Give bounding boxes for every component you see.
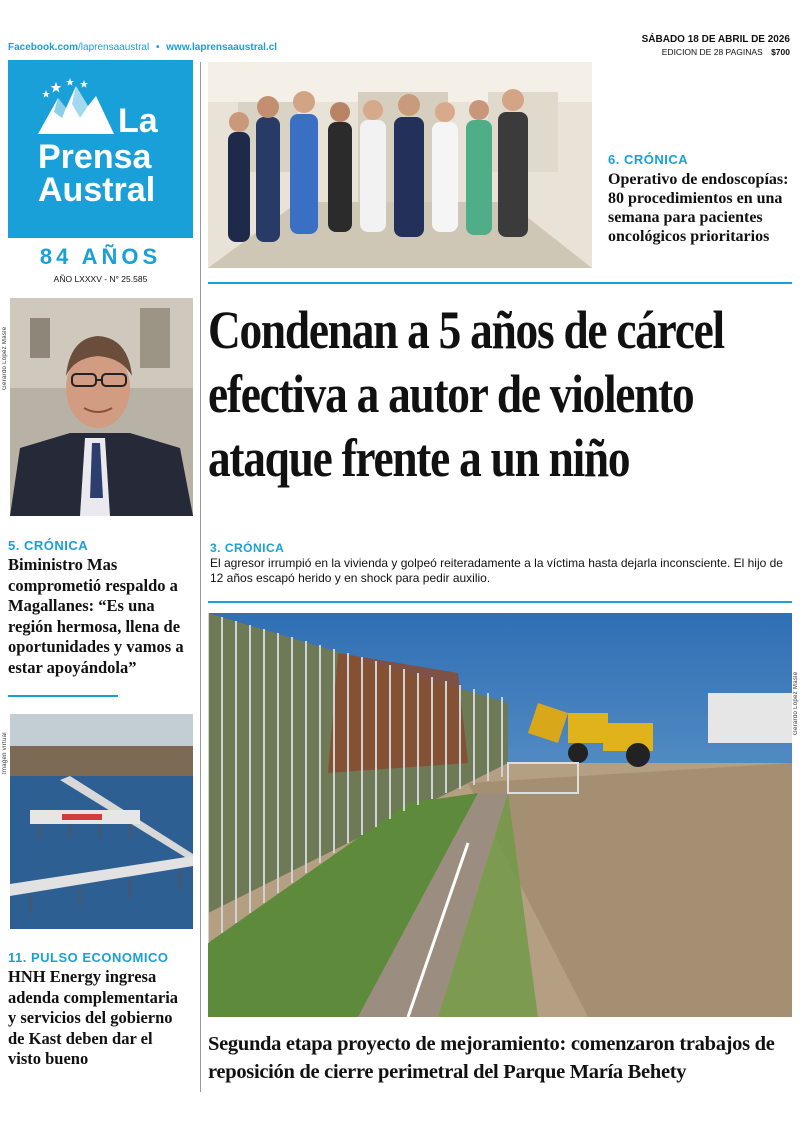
main-story-lead: El agresor irrumpió en la vivienda y golpeó reiteradamente a la víctima hasta dejarla inconsciente. El hijo de 12 años escapó herido y en shock para pedir auxilio. (210, 556, 783, 585)
issue-number: AÑO LXXXV - N° 25.585 (53, 274, 148, 284)
side-story-2-headline[interactable]: HNH Energy ingresa adenda complementaria y servicios del gobierno de Kast deben dar el visto bueno (8, 967, 179, 1068)
issue-date: SÁBADO 18 DE ABRIL DE 2026 (641, 34, 790, 45)
separator: • (155, 42, 160, 53)
website-link[interactable]: www.laprensaaustral.cl (166, 42, 278, 53)
minister-photo (10, 298, 193, 516)
logo-line-3: Austral (38, 171, 156, 209)
anniversary: 84 AÑOS (39, 244, 162, 269)
mountain-stars-icon (36, 78, 116, 138)
divider (208, 282, 792, 284)
main-headline[interactable]: Condenan a 5 años de cárcel efectiva a autor de violento ataque frente a un niño (208, 300, 724, 488)
hospital-team-photo (208, 62, 592, 268)
price: $700 (771, 47, 790, 57)
park-fence-photo (208, 613, 792, 1017)
date-block (642, 34, 790, 57)
facebook-link[interactable]: Facebook.com/laprensaaustral (8, 42, 150, 53)
main-story-kicker: 3. CRÓNICA (210, 541, 285, 555)
edition-info: EDICION DE 28 PAGINAS $700 (661, 47, 790, 57)
side-story-2-kicker: 11. PULSO ECONOMICO (8, 950, 169, 965)
side-story-1-headline[interactable]: Biministro Mas comprometió respaldo a Magallanes: “Es una región hermosa, llena de oportunidades y vamos a estar apoyándola” (8, 555, 184, 677)
top-story-headline[interactable]: Operativo de endoscopías: 80 procedimientos en una semana para pacientes oncológicos prioritarios (608, 171, 789, 245)
bottom-story-headline[interactable]: Segunda etapa proyecto de mejoramiento: comenzaron trabajos de reposición de cierre perimetral del Parque María Behety (208, 1033, 775, 1083)
divider (208, 601, 792, 603)
logo-line-2: Prensa (38, 138, 152, 176)
photo-credit: Imagen virtual (2, 732, 8, 774)
column-divider (200, 62, 201, 1092)
side-story-1-kicker: 5. CRÓNICA (8, 538, 89, 553)
logo[interactable] (8, 60, 193, 238)
photo-credit: Gerardo López Masle (2, 326, 8, 390)
port-render-photo (10, 714, 193, 929)
photo-credit: Gerardo López Masle (793, 671, 799, 735)
divider (8, 695, 118, 697)
social-links (8, 42, 277, 53)
logo-line-1: La (118, 102, 158, 140)
top-story-kicker: 6. CRÓNICA (608, 152, 689, 167)
